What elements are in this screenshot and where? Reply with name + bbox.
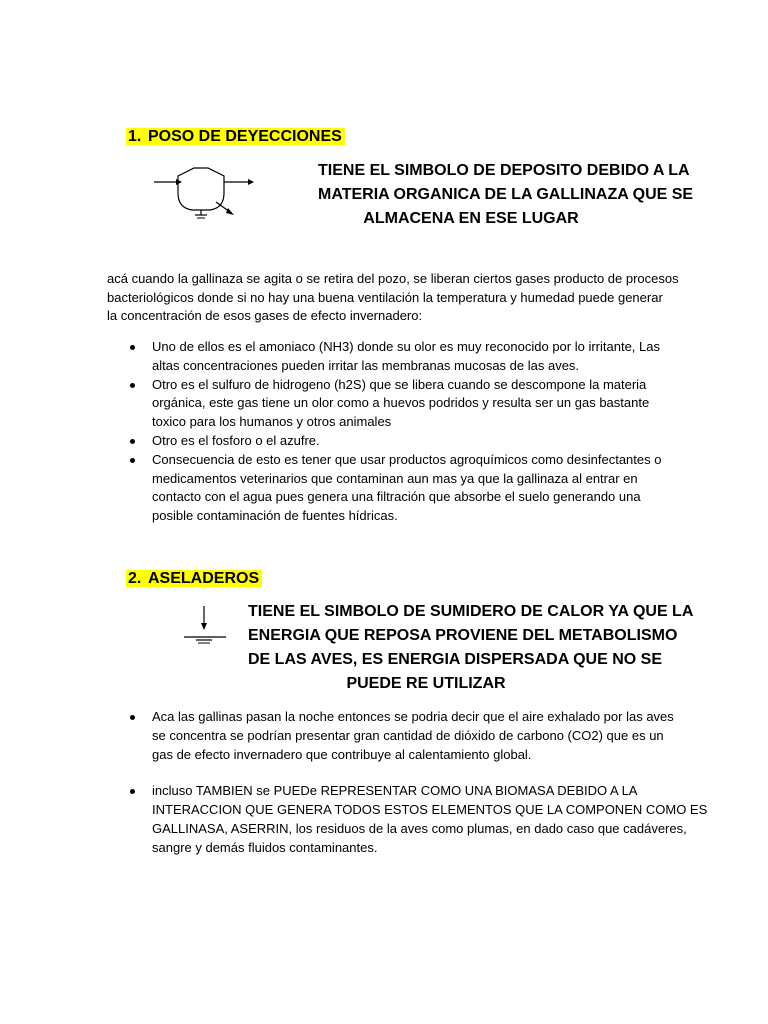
bullet-icon [130, 383, 135, 388]
section2-heading [126, 569, 262, 589]
paragraph-line: la concentración de esos gases de efecto invernadero: [107, 308, 423, 324]
section1-number: 1. [128, 128, 142, 145]
list-item-line: gas de efecto invernadero que contribuye al calentamiento global. [152, 746, 532, 762]
bullet-icon [130, 345, 135, 350]
section1-bullet-list [152, 338, 662, 526]
section2-symbol-text [248, 600, 694, 696]
section1-intro [107, 270, 679, 326]
symbol-text-line: MATERIA ORGANICA DE LA GALLINAZA QUE SE [318, 186, 694, 203]
bullet-icon [130, 715, 135, 720]
section1-heading [126, 127, 345, 147]
bullet-icon [130, 458, 135, 463]
section1-title: POSO DE DEYECCIONES [148, 128, 342, 145]
bullet-icon [130, 789, 135, 794]
list-item [152, 708, 674, 764]
list-item-line: Aca las gallinas pasan la noche entonces se podria decir que el aire exhalado por las aves [152, 709, 674, 724]
section1-symbol-text [318, 159, 694, 231]
list-item-line: altas concentraciones pueden irritar las membranas mucosas de las aves. [152, 357, 580, 373]
list-item-line: Otro es el fosforo o el azufre. [152, 432, 320, 448]
symbol-text-line: TIENE EL SIMBOLO DE SUMIDERO DE CALOR YA QUE LA [248, 603, 694, 620]
list-item-line: se concentra se podrían presentar gran cantidad de dióxido de carbono (CO2) que es un [152, 727, 664, 743]
list-item [152, 782, 708, 857]
list-item-line: contacto con el agua pues genera una filtración que absorbe el suelo generando una [152, 489, 641, 505]
storage-tank-symbol-icon [150, 160, 270, 220]
symbol-text-line: PUEDE RE UTILIZAR [346, 675, 506, 692]
symbol-text-line: TIENE EL SIMBOLO DE DEPOSITO DEBIDO A LA [318, 162, 690, 179]
section2-number: 2. [128, 570, 142, 587]
paragraph-line: acá cuando la gallinaza se agita o se retira del pozo, se liberan ciertos gases producto de procesos [107, 271, 679, 286]
list-item [152, 338, 660, 376]
list-item-line: Uno de ellos es el amoniaco (NH3) donde su olor es muy reconocido por lo irritante, Las [152, 339, 660, 354]
bullet-icon [130, 439, 135, 444]
list-item-line: sangre y demás fluidos contaminantes. [152, 839, 378, 855]
list-item [152, 432, 652, 451]
list-item-line: orgánica, este gas tiene un olor como a huevos podridos y resulta ser un gas bastante [152, 395, 650, 411]
list-item-line: posible contaminación de fuentes hídricas. [152, 508, 398, 524]
list-item [152, 376, 652, 432]
section2-title: ASELADEROS [148, 570, 260, 587]
list-item-line: Consecuencia de esto es tener que usar productos agroquímicos como desinfectantes o [152, 451, 662, 467]
list-item-line: incluso TAMBIEN se PUEDe REPRESENTAR COMO UNA BIOMASA DEBIDO A LA [152, 783, 638, 799]
list-item [152, 451, 662, 526]
list-item-line: medicamentos veterinarios que contaminan aun mas ya que la gallinaza al entrar en [152, 470, 638, 486]
list-item-line: toxico para los humanos y otros animales [152, 414, 392, 430]
list-item-line: GALLINASA, ASERRIN, los residuos de la aves como plumas, en dado caso que cadáveres, [152, 820, 687, 836]
list-item-line: INTERACCION QUE GENERA TODOS ESTOS ELEMENTOS QUE LA COMPONEN COMO ES [152, 802, 708, 818]
section2-bullet-list [152, 708, 708, 858]
paragraph-line: bacteriológicos donde si no hay una buena ventilación la temperatura y humedad puede generar [107, 289, 663, 305]
symbol-text-line: DE LAS AVES, ES ENERGIA DISPERSADA QUE NO SE [248, 651, 662, 668]
symbol-text-line: ALMACENA EN ESE LUGAR [363, 210, 579, 227]
symbol-text-line: ENERGIA QUE REPOSA PROVIENE DEL METABOLISMO [248, 627, 678, 644]
heat-sink-symbol-icon [182, 604, 232, 646]
list-item-line: Otro es el sulfuro de hidrogeno (h2S) que se libera cuando se descompone la materia [152, 376, 647, 392]
